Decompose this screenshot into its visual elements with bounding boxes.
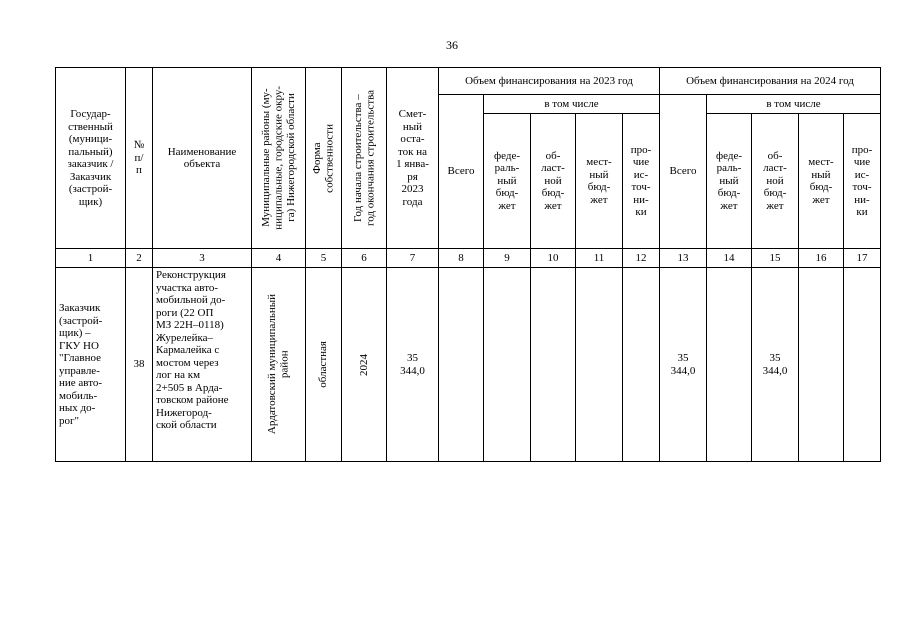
column-number-10: 10 xyxy=(531,249,576,268)
header-including-2024: в том числе xyxy=(707,95,881,114)
column-number-5: 5 xyxy=(306,249,342,268)
funding-table xyxy=(55,67,881,462)
column-number-9: 9 xyxy=(484,249,531,268)
column-number-2: 2 xyxy=(126,249,153,268)
header-object-name: Наименование объекта xyxy=(153,68,252,249)
table-row xyxy=(56,268,881,462)
header-local-2024: мест- ный бюд- жет xyxy=(799,114,844,249)
column-number-4: 4 xyxy=(252,249,306,268)
cell-total-2023 xyxy=(439,268,484,462)
cell-local-2023 xyxy=(576,268,623,462)
page-number: 36 xyxy=(446,38,458,52)
column-number-8: 8 xyxy=(439,249,484,268)
cell-other-2023 xyxy=(623,268,660,462)
column-number-13: 13 xyxy=(660,249,707,268)
cell-federal-2024 xyxy=(707,268,752,462)
column-number-17: 17 xyxy=(844,249,881,268)
cell-regional-2023 xyxy=(531,268,576,462)
cell-object-name: Реконструкция участка авто- мобильной до- роги (22 ОП МЗ 22Н–0118) Журелейка– Кармалейка с мостом через лог на км 2+505 в Арда- товском районе Нижегород- ской области xyxy=(153,268,252,462)
header-num: № п/ п xyxy=(126,68,153,249)
header-federal-2023: феде- раль- ный бюд- жет xyxy=(484,114,531,249)
cell-regional-2024: 35 344,0 xyxy=(752,268,799,462)
column-number-6: 6 xyxy=(342,249,387,268)
header-federal-2024: феде- раль- ный бюд- жет xyxy=(707,114,752,249)
column-number-7: 7 xyxy=(387,249,439,268)
header-other-2023: про- чие ис- точ- ни- ки xyxy=(623,114,660,249)
cell-years: 2024 xyxy=(342,268,387,462)
column-number-1: 1 xyxy=(56,249,126,268)
header-regional-2023: об- ласт- ной бюд- жет xyxy=(531,114,576,249)
header-total-2023: Всего xyxy=(439,95,484,249)
header-including-2023: в том числе xyxy=(484,95,660,114)
column-number-row xyxy=(56,249,881,268)
cell-federal-2023 xyxy=(484,268,531,462)
header-construction-years: Год начала строительства – год окончания строительства xyxy=(342,68,387,249)
cell-other-2024 xyxy=(844,268,881,462)
header-funding-2024: Объем финансирования на 2024 год xyxy=(660,68,881,95)
cell-district: Ардатовский муниципальный район xyxy=(252,268,306,462)
header-funding-2023: Объем финансирования на 2023 год xyxy=(439,68,660,95)
cell-local-2024 xyxy=(799,268,844,462)
column-number-16: 16 xyxy=(799,249,844,268)
header-ownership: Форма собственности xyxy=(306,68,342,249)
header-districts: Муниципальные районы (му- ниципальные, городские окру- га) Нижегородской области xyxy=(252,68,306,249)
header-regional-2024: об- ласт- ной бюд- жет xyxy=(752,114,799,249)
cell-num: 38 xyxy=(126,268,153,462)
header-local-2023: мест- ный бюд- жет xyxy=(576,114,623,249)
column-number-3: 3 xyxy=(153,249,252,268)
cell-ownership: областная xyxy=(306,268,342,462)
cell-total-2024: 35 344,0 xyxy=(660,268,707,462)
header-total-2024: Всего xyxy=(660,95,707,249)
header-estimated-balance: Смет- ный оста- ток на 1 янва- ря 2023 года xyxy=(387,68,439,249)
column-number-12: 12 xyxy=(623,249,660,268)
column-number-14: 14 xyxy=(707,249,752,268)
cell-customer: Заказчик (застрой- щик) – ГКУ НО "Главное управле- ние авто- мобиль- ных до- рог" xyxy=(56,268,126,462)
cell-estimated-balance: 35 344,0 xyxy=(387,268,439,462)
column-number-11: 11 xyxy=(576,249,623,268)
header-customer: Государ- ственный (муници- пальный) заказчик / Заказчик (застрой- щик) xyxy=(56,68,126,249)
header-other-2024: про- чие ис- точ- ни- ки xyxy=(844,114,881,249)
column-number-15: 15 xyxy=(752,249,799,268)
